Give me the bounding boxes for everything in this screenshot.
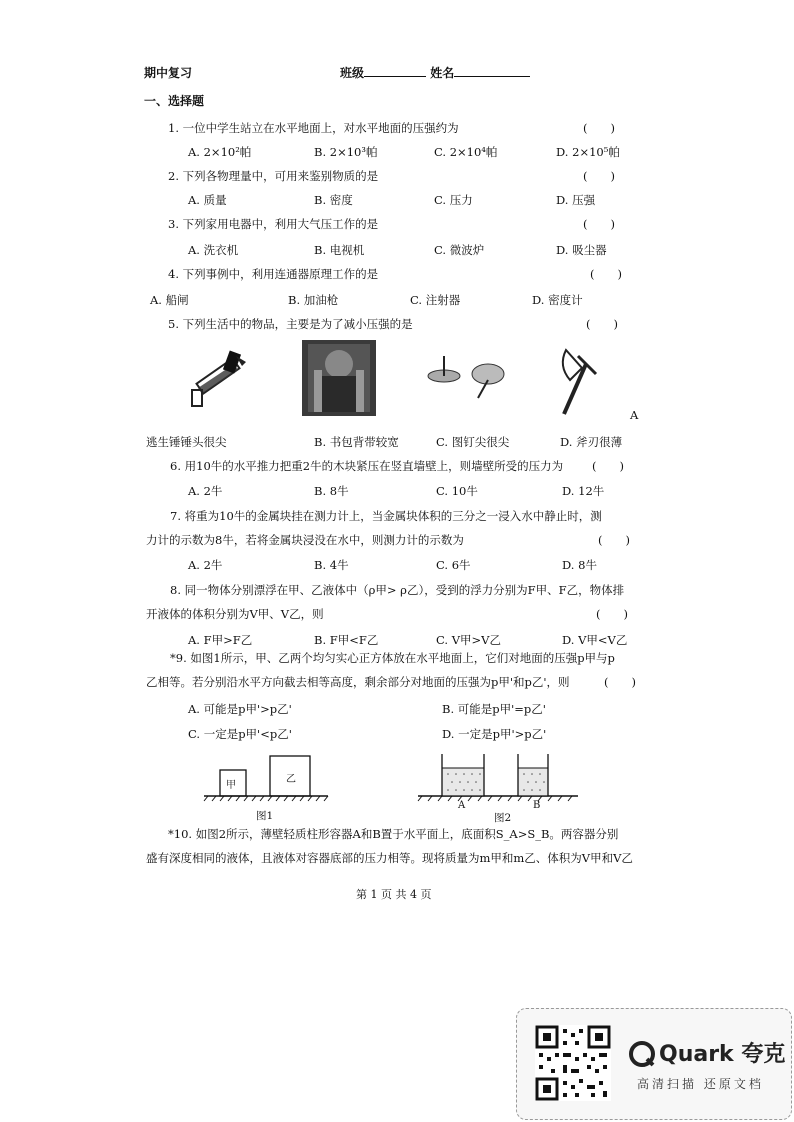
q3-option-c: C. 微波炉: [434, 243, 485, 257]
q3-stem: 3. 下列家用电器中，利用大气压工作的是: [168, 217, 379, 231]
q1-option-c: C. 2×10⁴帕: [434, 145, 498, 159]
q2-option-a: A. 质量: [188, 193, 227, 207]
q2-stem: 2. 下列各物理量中，可用来鉴别物质的是: [168, 169, 379, 183]
q6-option-d: D. 12牛: [562, 484, 605, 498]
q6-option-b: B. 8牛: [314, 484, 349, 498]
q4-answer-paren: ( ): [590, 267, 622, 281]
escape-hammer-image: [188, 350, 252, 410]
q10-line2: 盛有深度相同的液体，且液体对容器底部的压力相等。现将质量为m甲和m乙、体积为V甲和V乙: [146, 851, 633, 865]
quark-logo-icon: [629, 1041, 655, 1067]
qr-code-icon: [535, 1025, 611, 1101]
quark-subtitle: 高清扫描 还原文档: [637, 1077, 764, 1091]
class-field: [340, 64, 530, 81]
q1-answer-paren: ( ): [583, 121, 615, 135]
q8-option-d: D. V甲<V乙: [562, 633, 628, 647]
q1-stem: 1. 一位中学生站立在水平地面上，对水平地面的压强约为: [168, 121, 459, 135]
q2-answer-paren: ( ): [583, 169, 615, 183]
q5-option-d: D. 斧刃很薄: [560, 435, 623, 449]
q7-option-d: D. 8牛: [562, 558, 597, 572]
figure-1-diagram: [204, 752, 328, 802]
q7-answer-paren: ( ): [598, 533, 630, 547]
q3-option-b: B. 电视机: [314, 243, 365, 257]
q9-answer-paren: ( ): [604, 675, 636, 689]
q9-line1: *9. 如图1所示，甲、乙两个均匀实心正方体放在水平地面上，它们对地面的压强p甲与p: [170, 651, 615, 665]
name-blank: [454, 64, 530, 77]
q3-option-d: D. 吸尘器: [556, 243, 607, 257]
q1-option-d: D. 2×10⁵帕: [556, 145, 620, 159]
q3-answer-paren: ( ): [583, 217, 615, 231]
fig1-label-jia: 甲: [226, 780, 236, 791]
liquid-a: [442, 768, 484, 796]
q2-option-b: B. 密度: [314, 193, 353, 207]
q2-option-d: D. 压强: [556, 193, 596, 207]
fig1-label-yi: 乙: [286, 774, 296, 785]
fig2-caption: 图2: [494, 812, 512, 824]
quark-brand: Quark 夸克: [659, 1042, 786, 1067]
class-label: 班级: [340, 66, 365, 80]
q5-stem: 5. 下列生活中的物品，主要是为了减小压强的是: [168, 317, 413, 331]
q6-option-c: C. 10牛: [436, 484, 478, 498]
name-label: 姓名: [430, 66, 455, 80]
figure-2-diagram: [418, 752, 578, 802]
q9-option-b: B. 可能是p甲'=p乙': [442, 702, 546, 716]
q7-line2: 力计的示数为8牛，若将金属块浸没在水中，则测力计的示数为: [146, 533, 464, 547]
q8-answer-paren: ( ): [596, 607, 628, 621]
backpack-photo: [302, 340, 376, 416]
q7-option-a: A. 2牛: [188, 558, 223, 572]
q4-stem: 4. 下列事例中，利用连通器原理工作的是: [168, 267, 379, 281]
q5-option-b: B. 书包背带较宽: [314, 435, 399, 449]
q4-option-b: B. 加油枪: [288, 293, 339, 307]
q10-line1: *10. 如图2所示，薄壁轻质柱形容器A和B置于水平面上，底面积S_A>S_B。两容器分别: [168, 827, 619, 841]
q7-option-c: C. 6牛: [436, 558, 471, 572]
q4-option-a: A. 船闸: [150, 293, 189, 307]
q8-line2: 开液体的体积分别为V甲、V乙，则: [146, 607, 324, 621]
q9-option-a: A. 可能是p甲'>p乙': [188, 702, 292, 716]
q9-option-d: D. 一定是p甲'>p乙': [442, 727, 547, 741]
q5-answer-paren: ( ): [586, 317, 618, 331]
q8-option-c: C. V甲>V乙: [436, 633, 501, 647]
section-heading: 一、选择题: [144, 94, 205, 108]
q6-stem: 6. 用10牛的水平推力把重2牛的木块紧压在竖直墙壁上，则墙壁所受的压力为: [170, 459, 564, 473]
q4-option-d: D. 密度计: [532, 293, 583, 307]
q1-option-a: A. 2×10²帕: [188, 145, 252, 159]
q3-option-a: A. 洗衣机: [188, 243, 239, 257]
q8-line1: 8. 同一物体分别漂浮在甲、乙液体中（ρ甲> ρ乙），受到的浮力分别为F甲、F乙，物体排: [170, 583, 625, 597]
q8-option-b: B. F甲<F乙: [314, 633, 379, 647]
quark-watermark: [516, 1008, 792, 1120]
thumbtack-image: [426, 350, 508, 400]
page-number: 第 1 页 共 4 页: [356, 888, 432, 901]
q1-option-b: B. 2×10³帕: [314, 145, 378, 159]
exam-title: 期中复习: [144, 66, 193, 80]
q6-option-a: A. 2牛: [188, 484, 223, 498]
q9-line2: 乙相等。若分别沿水平方向截去相等高度，剩余部分对地面的压强为p甲'和p乙'，则: [146, 675, 570, 689]
q5-option-a-mark: A: [630, 408, 639, 422]
q6-answer-paren: ( ): [592, 459, 624, 473]
fig1-caption: 图1: [256, 810, 274, 822]
q7-line1: 7. 将重为10牛的金属块挂在测力计上，当金属块体积的三分之一浸入水中静止时，测: [170, 509, 602, 523]
q4-option-c: C. 注射器: [410, 293, 461, 307]
axe-image: [556, 344, 606, 416]
q5-option-a: 逃生锤锤头很尖: [146, 435, 227, 449]
fig2-label-a: A: [458, 800, 466, 811]
q8-option-a: A. F甲>F乙: [188, 633, 253, 647]
q2-option-c: C. 压力: [434, 193, 473, 207]
fig2-label-b: B: [533, 800, 541, 811]
q9-option-c: C. 一定是p甲'<p乙': [188, 727, 292, 741]
class-blank: [364, 64, 426, 77]
q7-option-b: B. 4牛: [314, 558, 349, 572]
q5-option-c: C. 图钉尖很尖: [436, 435, 510, 449]
